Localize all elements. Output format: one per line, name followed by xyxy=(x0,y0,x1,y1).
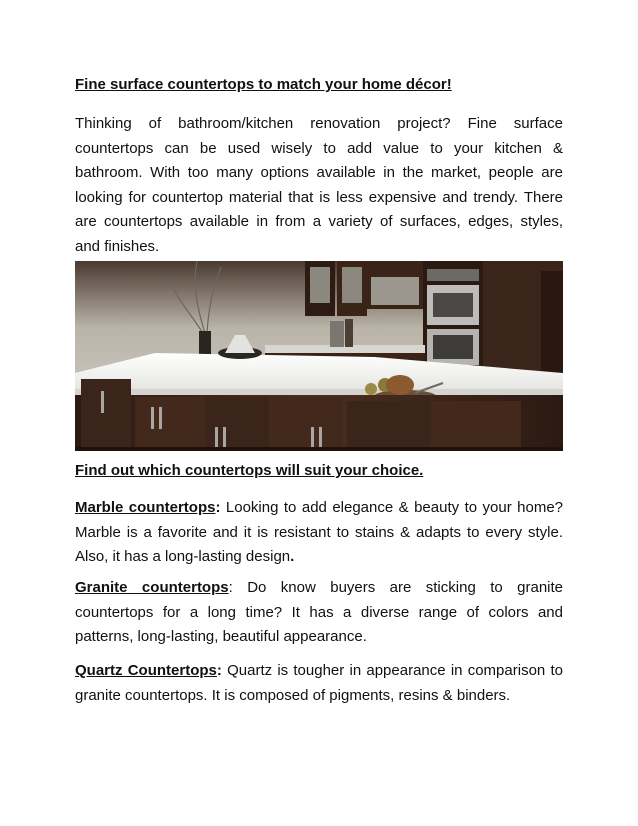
cabinet-door xyxy=(135,397,205,451)
marble-line: Also, it has a long-lasting design xyxy=(75,548,291,565)
quartz-term: Quartz Countertops xyxy=(75,662,217,679)
cabinet-handle xyxy=(311,427,314,449)
heading-find-out: Find out which countertops will suit your choice. xyxy=(75,462,424,479)
cabinet-door xyxy=(273,397,343,451)
intro-line: are countertops available in from a variety of surfaces, edges, styles, xyxy=(75,213,563,230)
granite-line: patterns, long-lasting, beautiful appearance. xyxy=(75,628,367,645)
cabinet-door xyxy=(431,401,521,451)
intro-line: and finishes. xyxy=(75,237,160,255)
cabinet-door xyxy=(81,379,131,451)
quartz-colon: : xyxy=(216,662,222,679)
intro-line: bathroom. With too many options available in the market, people are xyxy=(75,164,563,181)
intro-line: countertops can be used wisely to add value to your kitchen & xyxy=(75,139,563,157)
oven-window xyxy=(433,293,473,317)
cabinet-handle xyxy=(223,427,226,449)
upper-cabinet-glass xyxy=(342,267,362,303)
quartz-line: granite countertops. It is composed of pigments, resins & binders. xyxy=(75,686,511,704)
quartz-paragraph xyxy=(75,659,563,708)
appliance xyxy=(330,321,344,347)
granite-line: countertops for a long time? It has a diverse range of colors and xyxy=(75,603,563,621)
heading-countertops-decor: Fine surface countertops to match your home décor! xyxy=(75,76,452,93)
intro-line: looking for countertop material that is less expensive and trendy. There xyxy=(75,188,563,206)
floor xyxy=(75,447,563,451)
marble-paragraph xyxy=(75,496,563,570)
fruit xyxy=(365,383,377,395)
marble-term: Marble countertops xyxy=(75,499,216,516)
cabinet-handle xyxy=(215,427,218,449)
granite-line: : Do know buyers are sticking to granite xyxy=(228,579,563,596)
intro-line: Thinking of bathroom/kitchen renovation project? Fine surface xyxy=(75,115,563,132)
marble-line: Looking to add elegance & beauty to your home? xyxy=(220,499,563,516)
cabinet-handle xyxy=(151,407,154,429)
marble-line: Marble is a favorite and it is resistant to stains & adapts to every style. xyxy=(75,523,563,541)
oven xyxy=(427,269,479,281)
quartz-line: Quartz is tougher in appearance in comparison to xyxy=(221,662,563,679)
cabinet-door xyxy=(347,401,427,451)
granite-paragraph xyxy=(75,576,563,650)
bread xyxy=(386,375,414,395)
cabinet-handle xyxy=(101,391,104,413)
granite-term: Granite countertops xyxy=(75,579,229,596)
kitchen-photo xyxy=(75,261,563,451)
intro-paragraph xyxy=(75,112,563,259)
upper-cabinet-glass xyxy=(371,277,419,305)
vase xyxy=(199,331,211,357)
upper-cabinet-glass xyxy=(310,267,330,303)
cabinet-handle xyxy=(319,427,322,449)
marble-end: . xyxy=(290,548,295,565)
island-countertop-edge xyxy=(75,389,563,395)
oven-window xyxy=(433,335,473,359)
knife-block xyxy=(345,319,353,347)
marble-colon: : xyxy=(215,499,221,516)
cabinet-handle xyxy=(159,407,162,429)
